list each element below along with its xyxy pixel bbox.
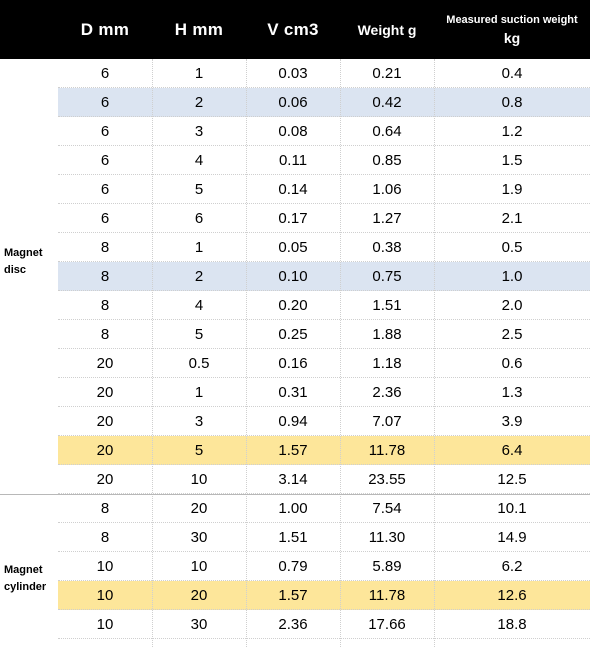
group-label-line: Magnet <box>4 247 43 259</box>
cell-h: 20 <box>190 500 208 517</box>
cell-d: 8 <box>100 326 110 343</box>
cell-v: 2.36 <box>278 616 308 633</box>
cell-suction: 6.4 <box>501 442 523 459</box>
table-row <box>58 204 590 233</box>
cell-d: 20 <box>96 442 114 459</box>
cell-weight: 0.75 <box>372 268 402 285</box>
table-row <box>58 320 590 349</box>
table-row <box>58 581 590 610</box>
cell-weight: 11.30 <box>368 529 406 546</box>
column-divider <box>152 59 153 647</box>
header-suction-label: Measured suction weight <box>446 13 578 26</box>
cell-d: 10 <box>96 558 114 575</box>
cell-weight: 0.42 <box>372 94 402 111</box>
table-row <box>58 59 590 88</box>
cell-v: 0.08 <box>278 123 308 140</box>
cell-d: 6 <box>100 123 110 140</box>
header-h <box>152 0 246 59</box>
header-weight-label: Weight g <box>357 21 417 38</box>
cell-weight: 0.64 <box>372 123 402 140</box>
cell-h: 3 <box>194 123 204 140</box>
cell-d: 8 <box>100 297 110 314</box>
cell-v: 1.00 <box>278 500 308 517</box>
table-row <box>58 407 590 436</box>
cell-h: 6 <box>194 210 204 227</box>
cell-suction: 6.2 <box>501 558 523 575</box>
cell-v: 1.51 <box>278 529 308 546</box>
table-row <box>58 523 590 552</box>
cell-h: 4 <box>194 297 204 314</box>
cell-suction: 0.6 <box>501 355 523 372</box>
cell-h: 3 <box>194 413 204 430</box>
cell-suction: 1.0 <box>501 268 523 285</box>
column-divider <box>434 59 435 647</box>
cell-suction: 1.9 <box>501 181 523 198</box>
cell-d: 6 <box>100 210 110 227</box>
cell-weight: 17.66 <box>368 616 406 633</box>
cell-v: 0.94 <box>278 413 308 430</box>
cell-h: 10 <box>190 471 208 488</box>
cell-v: 0.10 <box>278 268 308 285</box>
header-d <box>58 0 152 59</box>
cell-h: 2 <box>194 268 204 285</box>
cell-v: 1.57 <box>278 587 308 604</box>
group-label-line: disc <box>4 264 27 276</box>
table-row <box>58 88 590 117</box>
cell-weight: 0.21 <box>372 65 402 82</box>
cell-suction: 18.8 <box>497 616 527 633</box>
table-header <box>0 0 590 59</box>
table-row <box>58 436 590 465</box>
table-row <box>58 291 590 320</box>
cell-weight: 7.54 <box>372 500 402 517</box>
cell-suction: 1.3 <box>501 384 523 401</box>
cell-suction: 0.5 <box>501 239 523 256</box>
cell-d: 20 <box>96 471 114 488</box>
table-row <box>58 146 590 175</box>
cell-v: 0.11 <box>278 152 308 169</box>
cell-weight: 1.18 <box>372 355 402 372</box>
cell-weight: 7.07 <box>372 413 402 430</box>
cell-h: 30 <box>190 529 208 546</box>
cell-suction: 0.8 <box>501 94 523 111</box>
cell-h: 0.5 <box>188 355 210 372</box>
cell-h: 5 <box>194 181 204 198</box>
header-h-label: H mm <box>174 19 224 39</box>
group-label-disc <box>4 245 43 279</box>
cell-d: 8 <box>100 239 110 256</box>
cell-v: 0.06 <box>278 94 308 111</box>
cell-h: 1 <box>194 239 204 256</box>
cell-weight: 1.88 <box>372 326 402 343</box>
group-label-line: Magnet <box>4 564 43 576</box>
table-row <box>58 378 590 407</box>
header-v-label: V cm3 <box>267 19 319 39</box>
cell-suction: 2.0 <box>501 297 523 314</box>
cell-h: 1 <box>194 384 204 401</box>
cell-v: 0.79 <box>278 558 308 575</box>
table-row <box>58 233 590 262</box>
cell-suction: 1.2 <box>501 123 523 140</box>
cell-h: 30 <box>190 616 208 633</box>
column-divider <box>246 59 247 647</box>
cell-h: 1 <box>194 65 204 82</box>
cell-v: 0.14 <box>278 181 308 198</box>
cell-h: 10 <box>190 558 208 575</box>
cell-weight: 0.38 <box>372 239 402 256</box>
cell-d: 20 <box>96 384 114 401</box>
cell-v: 0.20 <box>278 297 308 314</box>
table-row <box>58 175 590 204</box>
table-row <box>58 349 590 378</box>
cell-h: 5 <box>194 326 204 343</box>
cell-v: 0.31 <box>278 384 308 401</box>
cell-suction: 14.9 <box>497 529 527 546</box>
cell-d: 10 <box>96 616 114 633</box>
cell-suction: 3.9 <box>501 413 523 430</box>
cell-v: 0.05 <box>278 239 308 256</box>
cell-d: 6 <box>100 152 110 169</box>
cell-d: 8 <box>100 268 110 285</box>
cell-v: 1.57 <box>278 442 308 459</box>
table-row <box>58 610 590 639</box>
cell-v: 0.17 <box>278 210 308 227</box>
header-suction-unit: kg <box>503 29 521 46</box>
cell-suction: 1.5 <box>501 152 523 169</box>
cell-v: 3.14 <box>278 471 308 488</box>
cell-weight: 1.06 <box>372 181 402 198</box>
cell-h: 2 <box>194 94 204 111</box>
cell-suction: 0.4 <box>501 65 523 82</box>
cell-weight: 11.78 <box>368 442 406 459</box>
column-divider <box>340 59 341 647</box>
group-label-line: cylinder <box>4 581 47 593</box>
cell-weight: 1.51 <box>372 297 402 314</box>
cell-suction: 12.5 <box>497 471 527 488</box>
cell-weight: 2.36 <box>372 384 402 401</box>
cell-weight: 5.89 <box>372 558 402 575</box>
cell-d: 10 <box>96 587 114 604</box>
cell-h: 5 <box>194 442 204 459</box>
cell-weight: 11.78 <box>368 587 406 604</box>
group-separator <box>0 494 590 495</box>
table-row <box>58 117 590 146</box>
cell-d: 6 <box>100 181 110 198</box>
cell-weight: 1.27 <box>372 210 402 227</box>
cell-d: 8 <box>100 529 110 546</box>
cell-suction: 2.1 <box>501 210 523 227</box>
cell-suction: 12.6 <box>497 587 527 604</box>
header-v <box>246 0 340 59</box>
cell-d: 20 <box>96 355 114 372</box>
cell-d: 8 <box>100 500 110 517</box>
cell-h: 4 <box>194 152 204 169</box>
cell-suction: 2.5 <box>501 326 523 343</box>
cell-d: 6 <box>100 65 110 82</box>
table-row <box>58 552 590 581</box>
cell-v: 0.16 <box>278 355 308 372</box>
cell-v: 0.25 <box>278 326 308 343</box>
group-label-cylinder <box>4 562 46 596</box>
header-d-label: D mm <box>80 19 130 39</box>
cell-d: 6 <box>100 94 110 111</box>
table-row <box>58 465 590 494</box>
header-weight <box>340 0 434 59</box>
cell-d: 20 <box>96 413 114 430</box>
cell-suction: 10.1 <box>497 500 527 517</box>
cell-v: 0.03 <box>278 65 308 82</box>
header-suction <box>434 0 590 59</box>
table-row <box>58 494 590 523</box>
table-row <box>58 262 590 291</box>
cell-weight: 0.85 <box>372 152 402 169</box>
cell-weight: 23.55 <box>368 471 406 488</box>
cell-h: 20 <box>190 587 208 604</box>
